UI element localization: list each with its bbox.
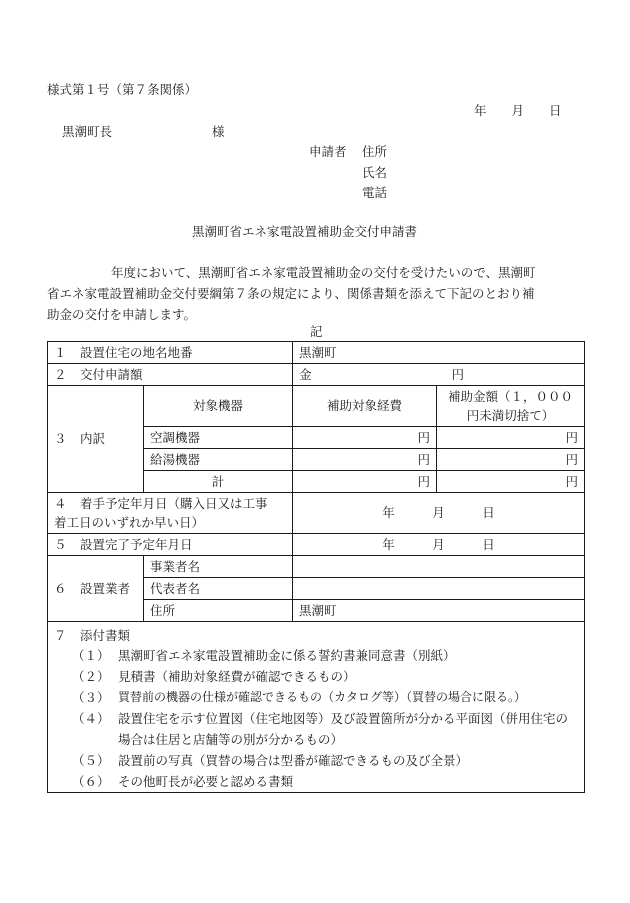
attachment-text: 買替前の機器の仕様が確認できるもの（カタログ等）（買替の場合に限る。）: [118, 690, 527, 704]
attachments-cell: [48, 622, 585, 793]
attachment-text: 設置前の写真（買替の場合は型番が確認できるもの及び全景）: [118, 753, 469, 768]
row-number: ６: [54, 580, 67, 596]
body-line-2: 省エネ家電設置補助金交付要綱第７条の規定により、関係書類を添えて下記のとおり補: [47, 286, 535, 301]
header-subsidy-amount-line1: 補助金額（１，０００: [448, 389, 574, 404]
eligible-cost-field[interactable]: 円: [293, 427, 437, 449]
requested-amount-label-cell: [48, 364, 293, 386]
table-row: [48, 342, 585, 364]
site-address-label: 設置住宅の地名地番: [80, 344, 193, 360]
subsidy-amount-field[interactable]: 円: [437, 427, 585, 449]
row-number: ４: [54, 496, 67, 511]
attachments-label: 添付書類: [80, 628, 131, 643]
attachment-item: [54, 645, 578, 666]
start-date-label-cell: [48, 493, 293, 534]
requested-amount-unit: 円: [451, 366, 465, 382]
attachment-item: [54, 750, 578, 771]
applicant-name-label: 氏名: [362, 165, 388, 180]
attachment-number: （５）: [72, 753, 110, 768]
start-date-label-line1: 着手予定年月日（購入日又は工事: [80, 496, 268, 511]
table-row: [48, 622, 585, 793]
table-row: [48, 364, 585, 386]
start-date-label-line2: 着工日のいずれか早い日）: [54, 515, 205, 530]
equipment-name: 給湯機器: [144, 449, 293, 471]
completion-date-field[interactable]: 年 月 日: [293, 534, 585, 556]
header-target-equipment: 対象機器: [144, 386, 293, 427]
requested-amount-field[interactable]: [293, 364, 585, 386]
breakdown-label-cell: [48, 386, 144, 493]
business-name-label: 事業者名: [144, 556, 293, 578]
representative-label: 代表者名: [144, 578, 293, 600]
attachment-item: [54, 708, 578, 750]
site-address-value: 黒潮町: [299, 344, 337, 360]
representative-field[interactable]: [293, 578, 585, 600]
site-address-field[interactable]: [293, 342, 585, 364]
table-row: [48, 556, 585, 578]
header-subsidy-amount-line2: 円未満切捨て）: [466, 408, 555, 423]
attachment-text: 見積書（補助対象経費が確認できるもの）: [118, 669, 356, 684]
body-line-1: 年度において、黒潮町省エネ家電設置補助金の交付を受けたいので、黒潮町: [111, 265, 536, 280]
ki-label: 記: [310, 324, 323, 339]
subsidy-amount-total-field[interactable]: 円: [437, 471, 585, 493]
addressee: 黒潮町長: [62, 124, 113, 139]
attachment-item: [54, 771, 578, 792]
attachment-number: （２）: [72, 669, 110, 684]
attachment-number: （６）: [72, 774, 110, 789]
requested-amount-label: 交付申請額: [80, 366, 143, 382]
installer-address-value: 黒潮町: [299, 602, 337, 618]
attachment-number: （３）: [72, 690, 110, 705]
equipment-name: 空調機器: [144, 427, 293, 449]
start-date-field[interactable]: 年 月 日: [293, 493, 585, 534]
requested-amount-prefix: 金: [299, 366, 312, 382]
attachment-item: [54, 666, 578, 687]
form-number: 様式第１号（第７条関係）: [47, 82, 198, 97]
eligible-cost-field[interactable]: 円: [293, 449, 437, 471]
row-number: ３: [54, 431, 67, 446]
installer-address-label: 住所: [144, 600, 293, 622]
installer-address-field[interactable]: [293, 600, 585, 622]
attachment-number: （１）: [72, 648, 110, 663]
table-row: [48, 493, 585, 534]
completion-date-label-cell: [48, 534, 293, 556]
table-row: [48, 386, 585, 427]
applicant-label: 申請者: [309, 144, 347, 159]
header-subsidy-amount: [437, 386, 585, 427]
attachment-text: 設置住宅を示す位置図（住宅地図等）及び設置箇所が分かる平面図（併用住宅の場合は住居と店舗等の別が分かるもの）: [118, 711, 569, 747]
document-title: 黒潮町省エネ家電設置補助金交付申請書: [192, 224, 418, 239]
eligible-cost-total-field[interactable]: 円: [293, 471, 437, 493]
body-line-3: 助金の交付を申請します。: [47, 307, 197, 322]
completion-date-label: 設置完了予定年月日: [80, 536, 193, 552]
body-paragraph: [47, 262, 585, 325]
breakdown-label: 内訳: [80, 431, 106, 446]
attachment-text: 黒潮町省エネ家電設置補助金に係る誓約書兼同意書（別紙）: [118, 648, 456, 663]
subsidy-amount-field[interactable]: 円: [437, 449, 585, 471]
row-number: ２: [54, 366, 67, 382]
installer-label-cell: [48, 556, 144, 622]
row-number: １: [54, 344, 67, 360]
application-table: [47, 341, 585, 793]
business-name-field[interactable]: [293, 556, 585, 578]
date-line: 年 月 日: [474, 103, 562, 118]
attachment-item: [54, 687, 578, 708]
row-number: ５: [54, 536, 67, 552]
applicant-phone-label: 電話: [362, 185, 388, 200]
total-label: 計: [144, 471, 293, 493]
table-row: [48, 534, 585, 556]
header-eligible-cost: 補助対象経費: [293, 386, 437, 427]
site-address-label-cell: [48, 342, 293, 364]
installer-label: 設置業者: [80, 580, 131, 596]
addressee-honorific: 様: [212, 124, 225, 139]
attachment-number: （４）: [72, 711, 110, 726]
applicant-address-label: 住所: [362, 144, 388, 159]
row-number: ７: [54, 628, 67, 643]
attachment-text: その他町長が必要と認める書類: [118, 774, 294, 789]
